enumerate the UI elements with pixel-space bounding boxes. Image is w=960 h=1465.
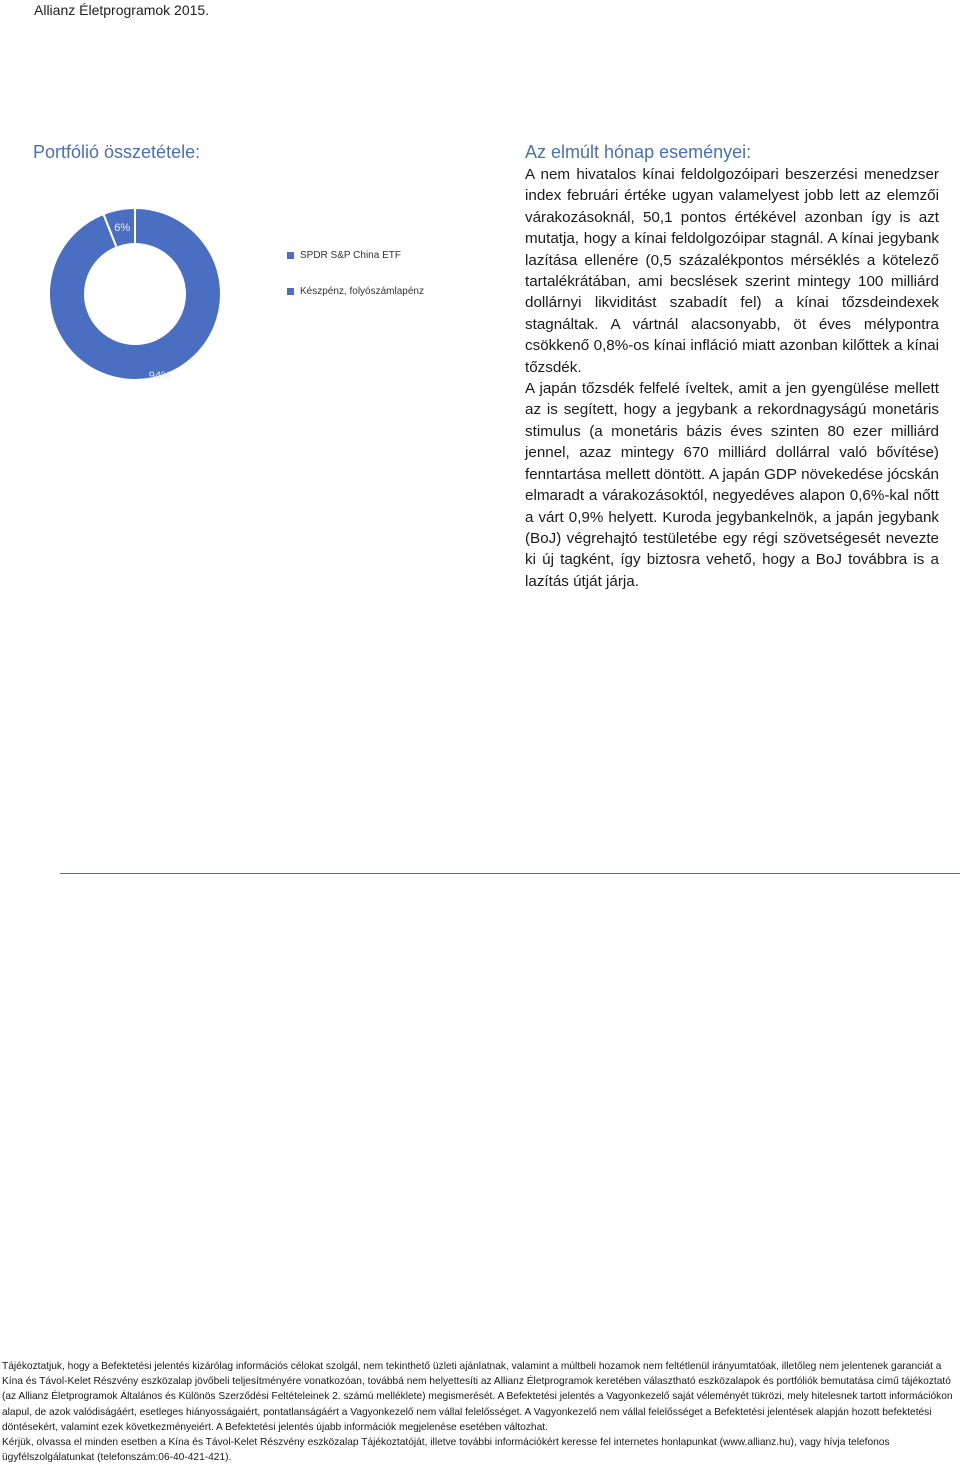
chart-legend — [287, 247, 424, 319]
portfolio-donut-chart — [48, 196, 223, 392]
disclaimer — [2, 1359, 957, 1465]
portfolio-title: Portfólió összetétele: — [33, 142, 201, 162]
document-header-title: Allianz Életprogramok 2015. — [34, 2, 210, 18]
legend-label-cash: Készpénz, folyószámlapénz — [300, 285, 424, 297]
legend-item-etf — [287, 247, 424, 263]
data-label-etf: 94% — [148, 369, 171, 382]
legend-item-cash — [287, 283, 424, 299]
legend-label-etf: SPDR S&P China ETF — [300, 249, 401, 261]
section-divider — [60, 873, 960, 874]
disclaimer-paragraph-contact: Kérjük, olvassa el minden esetben a Kína és Távol-Kelet Részvény eszközalap Tájékoztatóját, illetve további információkért keresse fel internetes honlapunkat (www.allianz.hu), vagy hívja telefonos ügyfélszolgálatunkat (telefonszám:06-40-421-421). — [2, 1437, 890, 1464]
donut-chart-svg — [48, 196, 223, 392]
events-text — [525, 164, 939, 592]
disclaimer-paragraph-main: Tájékoztatjuk, hogy a Befektetési jelentés kizárólag információs célokat szolgál, nem tekinthető üzleti ajánlatnak, valamint a múltbeli hozamok nem feltétlenül irányumtatóak, illetőleg nem jelentenek garanciát a Kína és Távol-Kelet Részvény eszközalap jövőbeli teljesítményére vonatkozóan, továbbá nem helyettesíti az Allianz Életprogramok keretében választható eszközalapok és portfóliók bemutatása című tájékoztató (az Allianz Életprogramok Általános és Különös Szerződési Feltételeinek 2. számú melléklete) megismerését. A Befektetési jelentés a Vagyonkezelő saját véleményét tükrözi, mely hitelesnek tartott információkon alapul, de azok valódiságáért, esetleges hiányosságaiért, pontatlanságáért a Vagyonkezelő nem vállal felelősséget. A Vagyonkezelő nem vállal felelősséget a Befektetési jelentések alapján hozott befektetési döntésekért, valamint ezek következményeiért. A Befektetési jelentés újabb információk megjelenése esetében változhat. — [2, 1361, 953, 1433]
legend-swatch-etf — [287, 252, 294, 259]
data-label-cash: 6% — [114, 222, 131, 235]
events-paragraph-china: A nem hivatalos kínai feldolgozóipari beszerzési menedzser index februári értéke ugyan valamelyest jobb lett az elemzői várakozásoknál, 50,1 pontos értékével azonban így is azt mutatja, hogy a kínai feldolgozóipar stagnál. A kínai jegybank lazítása ellenére (0,5 százalékpontos mérséklés a kötelező tartalékrátában, ami becslések szerint mintegy 100 milliárd dollárnyi likviditást szabadít fel) a kínai tőzsdeindexek stagnáltak. A vártnál alacsonyabb, öt éves mélypontra csökkenő 0,8%-os kínai infláció miatt azonban kilőttek a kínai tőzsdék. — [525, 166, 939, 376]
events-title: Az elmúlt hónap eseményei: — [525, 142, 752, 162]
events-paragraph-japan: A japán tőzsdék felfelé íveltek, amit a jen gyengülése mellett az is segített, hogy a jegybank a rekordnagyságú monetáris stimulus (a monetáris bázis éves szinten 80 ezer milliárd jennel, azaz mintegy 670 milliárd dollárral való bővítése) fenntartása mellett döntött. A japán GDP növekedése jócskán elmaradt a várakozásoktól, negyedéves alapon 0,6%-kal nőtt a várt 0,9% helyett. Kuroda jegybankelnök, a japán jegybank (BoJ) végrehajtó testületébe egy régi szövetségesét nevezte ki új tagként, így biztosra vehető, hogy a BoJ továbbra is a lazítás útját járja. — [525, 380, 939, 590]
legend-swatch-cash — [287, 288, 294, 295]
slice-etf — [49, 208, 221, 380]
